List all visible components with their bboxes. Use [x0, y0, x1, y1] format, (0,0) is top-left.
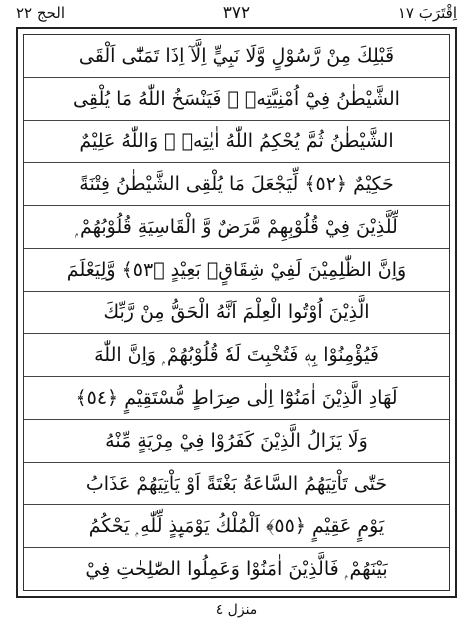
verse-line [24, 35, 449, 78]
page-number: ٣٧٢ [222, 3, 251, 23]
verse-line [24, 163, 449, 206]
verse-line-text: فَيُؤْمِنُوْا بِهٖ فَتُخْبِتَ لَهٗ قُلُوْبُهُمْ ۭ وَاِنَّ اللّٰهَ [94, 344, 379, 367]
verse-line-text: بَيْنَهُمْ ۭ فَالَّذِيْنَ اٰمَنُوْا وَعَمِلُوا الصّٰلِحٰتِ فِيْ [85, 558, 388, 581]
page-frame [16, 27, 457, 598]
verse-line [24, 463, 449, 506]
verse-line [24, 505, 449, 548]
verse-line-text: الَّذِيْنَ اُوْتُوا الْعِلْمَ اَنَّهُ الْحَقُّ مِنْ رَّبِّكَ [103, 301, 370, 324]
verse-line-text: الشَّيْطٰنُ ثُمَّ يُحْكِمُ اللّٰهُ اٰيٰتِهٖ ۭ وَاللّٰهُ عَلِيْمٌ [79, 130, 394, 153]
page-header [16, 0, 457, 28]
verse-line-text: قَبْلِكَ مِنْ رَّسُوْلٍ وَّلَا نَبِيٍّ اِلَّآ اِذَا تَمَنّٰٓى اَلْقَى [78, 44, 395, 67]
verse-line [24, 420, 449, 463]
verse-line [24, 377, 449, 420]
surah-name: الحج ٢٢ [16, 4, 65, 22]
verse-line [24, 206, 449, 249]
juz-name: اِقْتَرَبَ ١٧ [397, 4, 457, 22]
verse-line-text: حَتّٰى تَاْتِيَهُمُ السَّاعَةُ بَغْتَةً اَوْ يَاْتِيَهُمْ عَذَابُ [85, 472, 388, 495]
verse-line [24, 78, 449, 121]
verse-line-text: لِّلَّذِيْنَ فِيْ قُلُوْبِهِمْ مَّرَضٌ وَّ الْقَاسِيَةِ قُلُوْبُهُمْ ۭ [75, 215, 398, 238]
verse-line [24, 548, 449, 590]
verse-line-text: وَاِنَّ الظّٰلِمِيْنَ لَفِيْ شِقَاقٍۢ بَعِيْدٍ ﴿٥٣﴾ وَّلِيَعْلَمَ [66, 258, 407, 281]
verse-line-text: يَوْمٍ عَقِيْمٍ ﴿٥٥﴾ اَلْمُلْكُ يَوْمَىِٕذٍ لِّلّٰهِ ۭ يَحْكُمُ [88, 515, 385, 538]
verse-lines [24, 35, 449, 590]
verse-line [24, 249, 449, 292]
verse-line-text: حَكِيْمٌ ﴿٥٢﴾ لِّيَجْعَلَ مَا يُلْقِى الشَّيْطٰنُ فِتْنَةً [79, 173, 394, 196]
verse-line-text: لَهَادِ الَّذِيْنَ اٰمَنُوْٓا اِلٰى صِرَاطٍ مُّسْتَقِيْمٍ ﴿٥٤﴾ [75, 387, 398, 409]
verse-line-text: الشَّيْطٰنُ فِيْٓ اُمْنِيَّتِهٖ ۚ فَيَنْسَخُ اللّٰهُ مَا يُلْقِى [73, 87, 400, 110]
manzil-footer: منزل ٤ [215, 602, 258, 618]
verse-line [24, 292, 449, 335]
text-frame [23, 34, 450, 591]
verse-line [24, 121, 449, 164]
verse-line [24, 334, 449, 377]
verse-line-text: وَلَا يَزَالُ الَّذِيْنَ كَفَرُوْا فِيْ مِرْيَةٍ مِّنْهُ [105, 429, 368, 452]
